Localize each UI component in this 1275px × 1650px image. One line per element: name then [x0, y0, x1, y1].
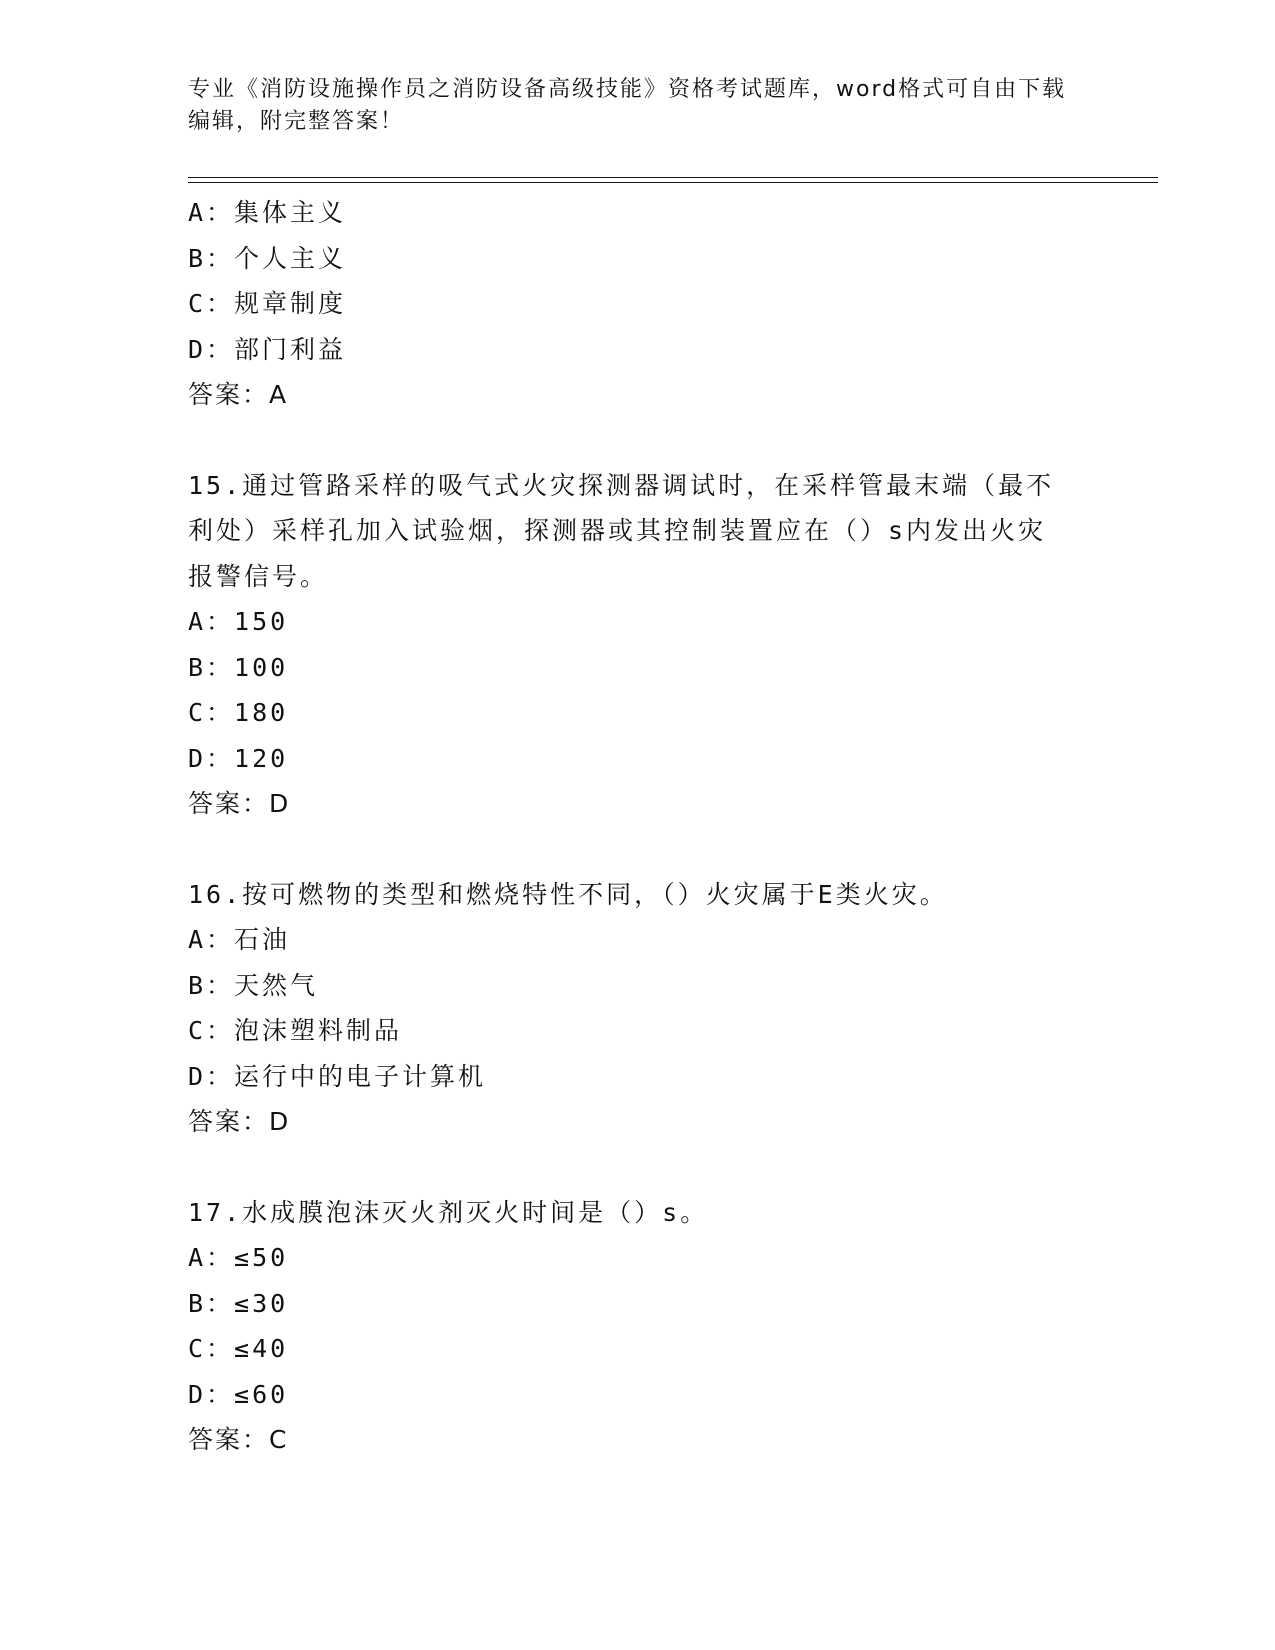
option-b: B：个人主义: [188, 243, 347, 273]
option-d: D：运行中的电子计算机: [188, 1061, 487, 1091]
option-b: B：天然气: [188, 970, 319, 1000]
question-text-line: 17.水成膜泡沫灭火剂灭火时间是（）s。: [188, 1197, 709, 1227]
option-c: C：规章制度: [188, 289, 347, 318]
option-c: C：泡沫塑料制品: [188, 1016, 403, 1045]
question-text-line: 16.按可燃物的类型和燃烧特性不同，（）火灾属于E类火灾。: [188, 879, 948, 909]
option-b: B：100: [188, 652, 289, 682]
question-block-14: [188, 190, 1088, 418]
question-text-line: 15.通过管路采样的吸气式火灾探测器调试时，在采样管最末端（最不: [188, 470, 1055, 500]
answer-line: 答案：D: [188, 789, 291, 818]
answer-line: 答案：D: [188, 1107, 291, 1136]
option-d: D：120: [188, 743, 289, 773]
question-text-line: 报警信号。: [188, 561, 329, 591]
option-c: C：≤40: [188, 1334, 289, 1363]
option-a: A：≤50: [188, 1243, 289, 1272]
option-d: D：部门利益: [188, 334, 347, 364]
document-header: 专业《消防设施操作员之消防设备高级技能》资格考试题库，word格式可自由下载编辑，附完整答案！: [188, 77, 1067, 134]
answer-line: 答案：A: [188, 380, 289, 409]
question-text-line: 利处）采样孔加入试验烟，探测器或其控制装置应在（）s内发出火灾: [188, 516, 1047, 545]
option-a: A：集体主义: [188, 198, 347, 227]
question-block-17: [188, 1190, 1088, 1463]
header-divider-bottom: [188, 182, 1158, 183]
option-a: A：石油: [188, 925, 291, 954]
option-d: D：≤60: [188, 1379, 289, 1409]
question-list: [188, 190, 1088, 1463]
option-b: B：≤30: [188, 1288, 289, 1318]
question-block-16: [188, 872, 1088, 1145]
header-divider-top: [188, 177, 1158, 178]
option-a: A：150: [188, 607, 289, 636]
question-block-15: [188, 463, 1088, 827]
answer-line: 答案：C: [188, 1425, 289, 1454]
option-c: C：180: [188, 698, 289, 727]
